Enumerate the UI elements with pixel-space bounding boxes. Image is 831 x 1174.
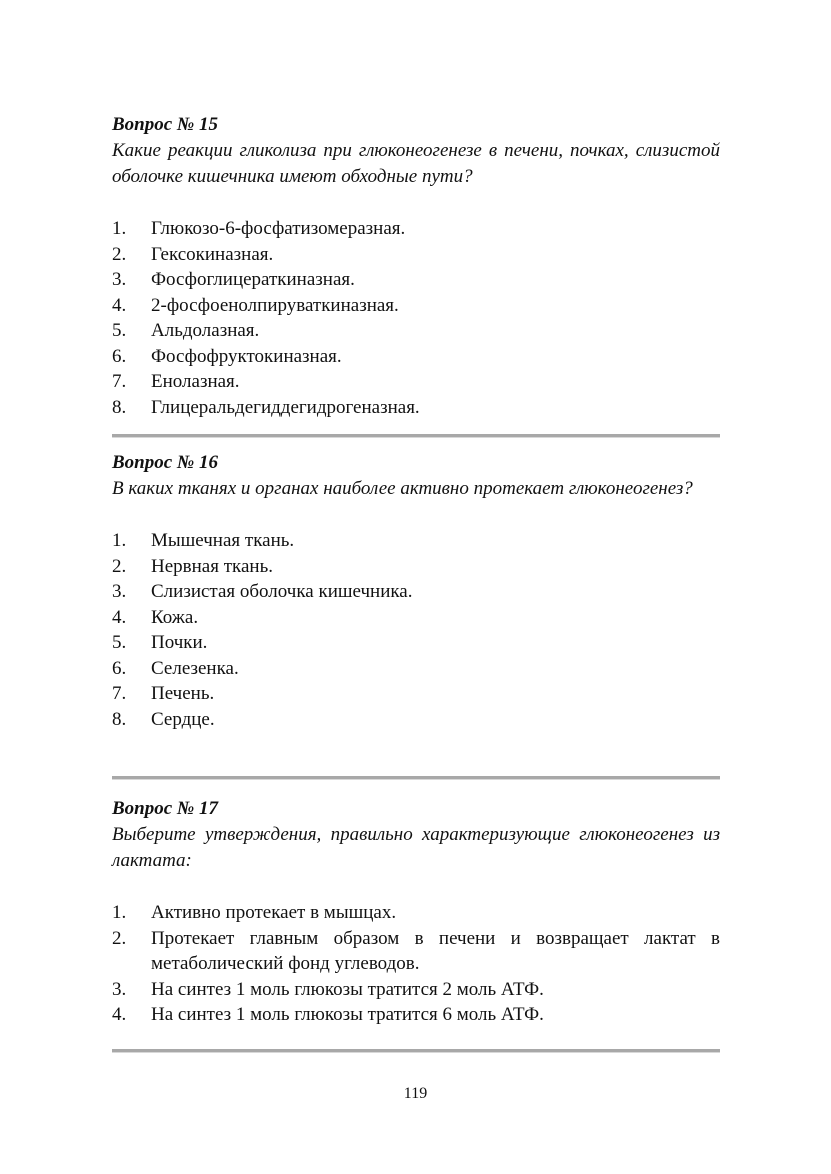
option-number: 2. <box>112 555 127 577</box>
section-divider <box>112 776 720 779</box>
option-number: 4. <box>112 1004 127 1025</box>
option-text: Активно протекает в мышцах. <box>151 902 397 923</box>
option-text: Мышечная ткань. <box>151 530 295 551</box>
answer-option <box>112 605 720 631</box>
option-text: Слизистая оболочка кишечника. <box>151 581 413 602</box>
option-text: Сердце. <box>151 708 215 730</box>
answer-option <box>112 707 720 733</box>
option-number: 8. <box>112 708 127 730</box>
option-number: 4. <box>112 606 127 628</box>
answer-options <box>112 528 720 732</box>
option-text: Енолазная. <box>151 371 240 392</box>
answer-option <box>112 344 720 370</box>
option-text: 2-фосфоенолпируваткиназная. <box>151 294 399 316</box>
answer-option <box>112 216 720 242</box>
option-number: 3. <box>112 269 127 290</box>
question-16 <box>112 450 720 732</box>
option-number: 2. <box>112 927 127 949</box>
option-number: 3. <box>112 978 127 1000</box>
option-text: Кожа. <box>151 606 199 628</box>
answer-option <box>112 656 720 682</box>
option-text: Протекает главным образом в печени и возвращает лактат в метаболический фонд углеводов. <box>151 927 720 974</box>
page-number: 119 <box>403 1085 428 1102</box>
answer-option <box>112 395 720 421</box>
option-text: Альдолазная. <box>151 320 260 341</box>
question-17 <box>112 796 720 1028</box>
option-number: 1. <box>112 530 127 551</box>
answer-options <box>112 216 720 420</box>
option-number: 7. <box>112 683 127 704</box>
option-text: Печень. <box>151 683 215 704</box>
question-title: Вопрос № 16 <box>112 452 219 473</box>
option-text: Гексокиназная. <box>151 243 274 265</box>
answer-option <box>112 293 720 319</box>
answer-option <box>112 630 720 656</box>
option-number: 6. <box>112 657 127 679</box>
option-number: 3. <box>112 581 127 602</box>
question-title: Вопрос № 15 <box>112 114 219 135</box>
answer-option <box>112 681 720 707</box>
option-number: 4. <box>112 294 127 316</box>
answer-option <box>112 900 720 926</box>
answer-option <box>112 318 720 344</box>
question-title: Вопрос № 17 <box>112 798 219 819</box>
answer-option <box>112 242 720 268</box>
option-text: Нервная ткань. <box>151 555 273 577</box>
option-text: Селезенка. <box>151 657 239 679</box>
section-divider <box>112 434 720 437</box>
option-number: 1. <box>112 218 127 239</box>
answer-option <box>112 977 720 1003</box>
option-number: 1. <box>112 902 127 923</box>
question-text: В каких тканях и органах наиболее активно протекает глюконеогенез? <box>112 478 693 499</box>
option-text: Глицеральдегиддегидрогеназная. <box>151 396 420 418</box>
answer-option <box>112 267 720 293</box>
question-15 <box>112 112 720 420</box>
option-number: 7. <box>112 371 127 392</box>
option-text: Фосфофруктокиназная. <box>151 345 342 367</box>
answer-option <box>112 579 720 605</box>
option-number: 2. <box>112 243 127 265</box>
answer-option <box>112 926 720 977</box>
answer-option <box>112 528 720 554</box>
option-number: 6. <box>112 345 127 367</box>
option-text: На синтез 1 моль глюкозы тратится 2 моль АТФ. <box>151 978 544 1000</box>
answer-option <box>112 369 720 395</box>
option-text: Почки. <box>151 632 208 653</box>
answer-option <box>112 554 720 580</box>
option-text: На синтез 1 моль глюкозы тратится 6 моль АТФ. <box>151 1004 544 1025</box>
option-number: 8. <box>112 396 127 418</box>
answer-option <box>112 1002 720 1028</box>
question-text: Какие реакции гликолиза при глюконеогенезе в печени, почках, слизистой оболочке кишечника имеют обходные пути? <box>112 140 720 187</box>
answer-options <box>112 900 720 1028</box>
option-text: Глюкозо-6-фосфатизомеразная. <box>151 218 406 239</box>
option-number: 5. <box>112 320 127 341</box>
option-number: 5. <box>112 632 127 653</box>
question-text: Выберите утверждения, правильно характеризующие глюконеогенез из лактата: <box>112 824 720 871</box>
section-divider <box>112 1049 720 1052</box>
option-text: Фосфоглицераткиназная. <box>151 269 355 290</box>
